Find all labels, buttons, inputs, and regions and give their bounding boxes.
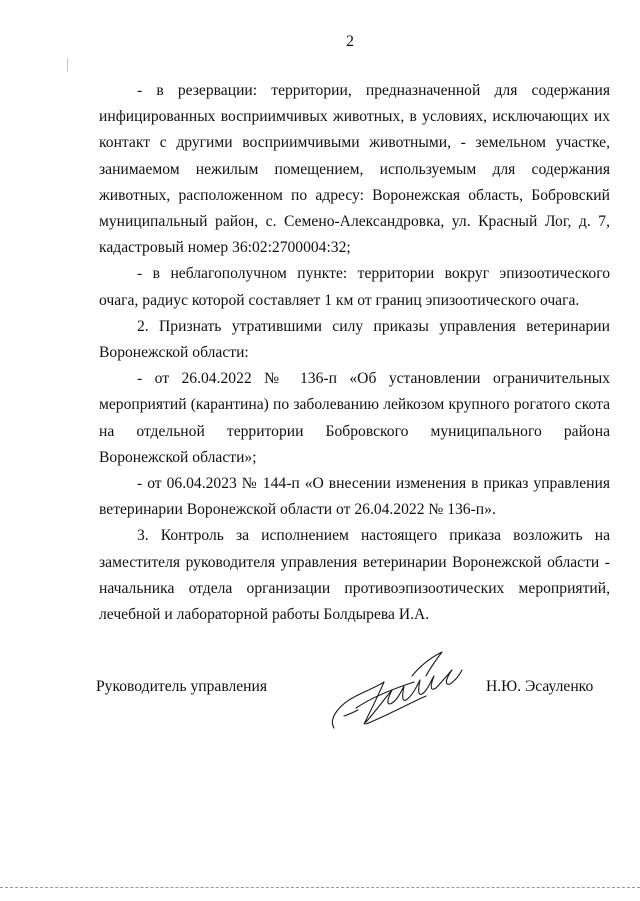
paragraph-order-136: - от 26.04.2022 № 136-п «Об установлении ограничительных мероприятий (карантина) по заболеванию лейкозом крупного рогатого скота на отдельной территории Бобровского муниципального района Воронежской области»; bbox=[99, 370, 610, 466]
paragraph-order-144: - от 06.04.2023 № 144-п «О внесении изменения в приказ управления ветеринарии Воронежской области от 26.04.2022 № 136-п». bbox=[99, 475, 610, 519]
paragraph-unfavorable-point: - в неблагополучном пункте: территории вокруг эпизоотического очага, радиус которой составляет 1 км от границ эпизоотического очага. bbox=[99, 265, 610, 309]
document-body bbox=[99, 78, 610, 628]
page-bottom-edge bbox=[0, 887, 640, 888]
page-margin-mark bbox=[67, 58, 68, 72]
paragraph-item-3: 3. Контроль за исполнением настоящего приказа возложить на заместителя руководителя управления ветеринарии Воронежской области - начальника отдела организации противоэпизоотических мероприятий, лечебной и лабораторной работы Болдырева И.А. bbox=[99, 527, 610, 624]
page-number: 2 bbox=[346, 33, 354, 50]
handwritten-signature bbox=[326, 646, 466, 736]
signatory-title: Руководитель управления bbox=[96, 678, 268, 695]
paragraph-reservation: - в резервации: территории, предназначенной для содержания инфицированных восприимчивых животных, в условиях, исключающих их контакт с другими восприимчивыми животными, - земельном участке, занимаемом нежилым помещением, используемым для содержания животных, расположенном по адресу: Воронежская область, Бобровский муниципальный район, с. Семено-Александровка, ул. Красный Лог, д. 7, кадастровый номер 36:02:2700004:32; bbox=[99, 82, 610, 257]
paragraph-item-2: 2. Признать утратившими силу приказы управления ветеринарии Воронежской области: bbox=[99, 317, 610, 362]
signature-block bbox=[0, 640, 640, 740]
signatory-name: Н.Ю. Эсауленко bbox=[486, 678, 594, 695]
